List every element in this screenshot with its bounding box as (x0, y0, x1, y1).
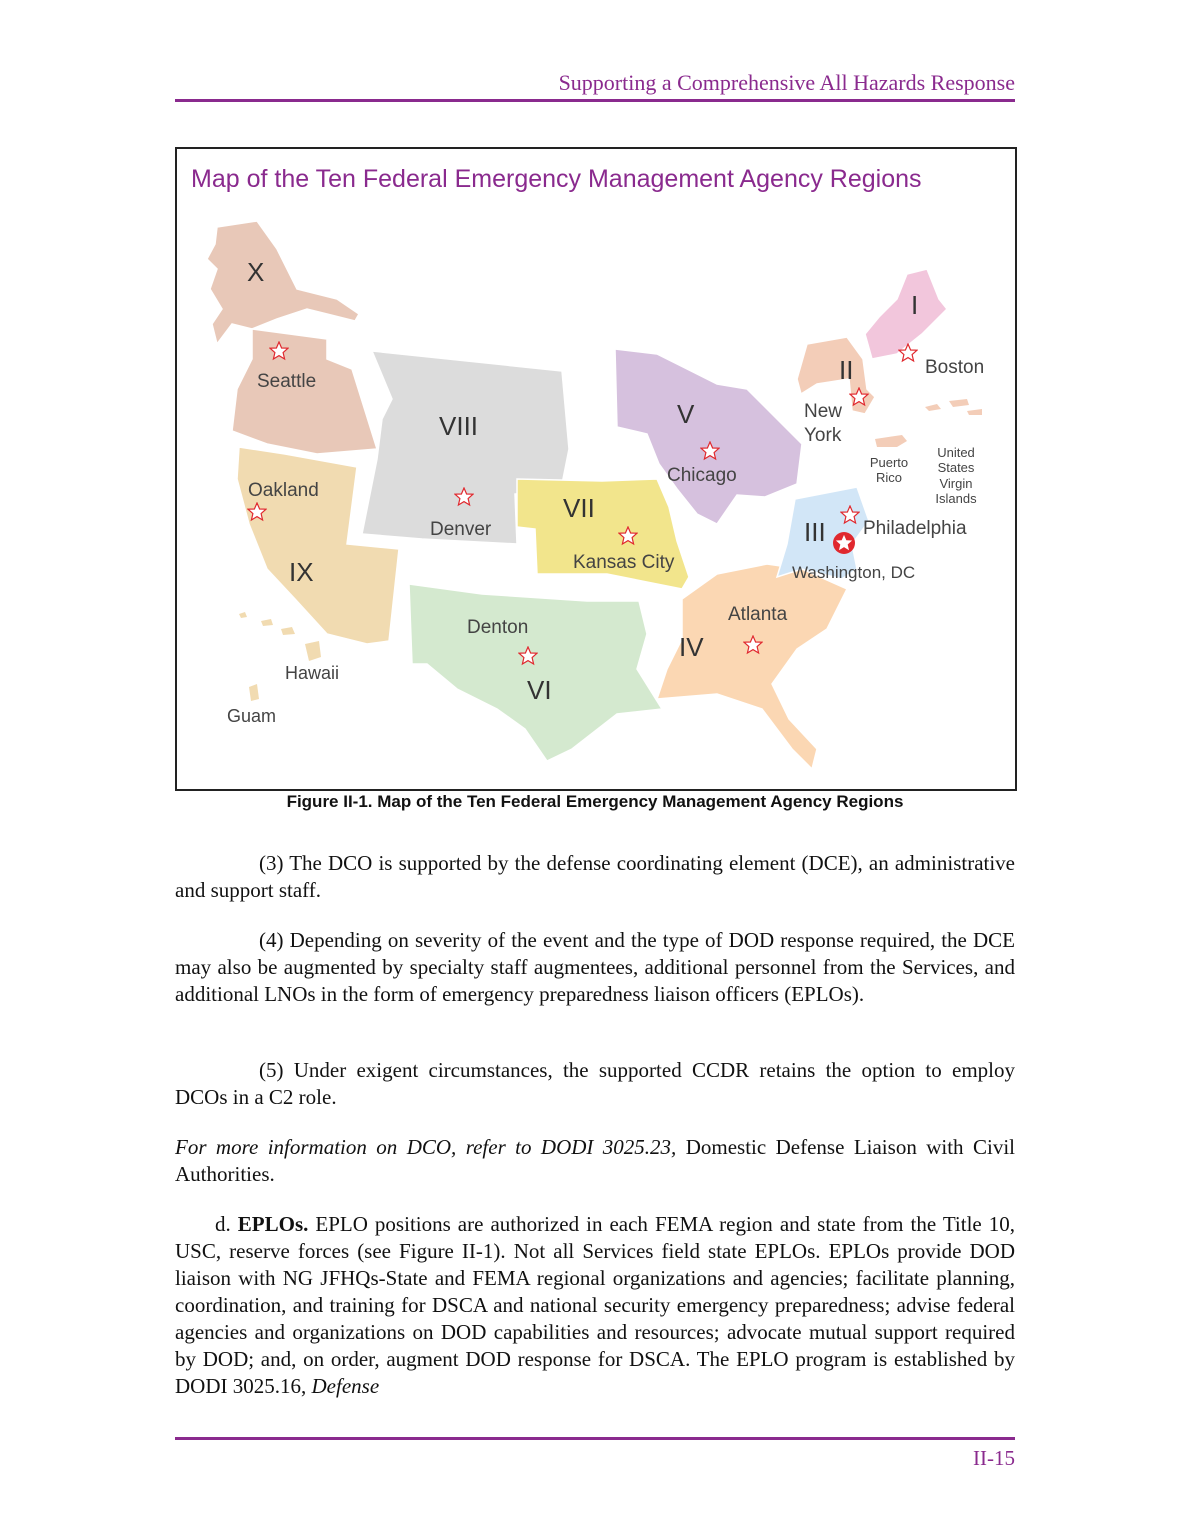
city-atlanta: Atlanta (728, 604, 788, 625)
city-denver: Denver (430, 519, 492, 540)
region-i (865, 269, 947, 359)
region-x-label: X (247, 257, 265, 287)
guam-shape (249, 684, 259, 701)
city-philadelphia: Philadelphia (863, 518, 967, 539)
city-chicago: Chicago (667, 465, 737, 486)
region-iv (657, 564, 847, 769)
paragraph-d-prefix: d. (215, 1212, 238, 1236)
header-rule (175, 99, 1015, 102)
region-i-label: I (911, 290, 919, 320)
city-washington: Washington, DC (792, 563, 916, 582)
region-iii-label: III (804, 517, 826, 547)
paragraph-d-text: EPLO positions are authorized in each FEMA region and state from the Title 10, USC, reserve forces (see Figure II-1). Not all Services field state EPLOs. EPLOs provide DOD liaison with NG JFHQs-State and FEMA regional organizations and agencies; facilitate planning, coordination, and training for DSCA and national security emergency preparedness; advise federal agencies and organizations on DOD capabilities and resources; advocate mutual support required by DOD; and, on order, augment DOD response for DSCA. The EPLO program is established by DODI 3025.16, (175, 1212, 1015, 1398)
city-oakland: Oakland (248, 480, 319, 501)
paragraph-4: (4) Depending on severity of the event and the type of DOD response required, the DCE may also be augmented by specialty staff augmentees, additional personnel from the Services, and additional LNOs in the form of emergency preparedness liaison officers (EPLOs). (175, 928, 1015, 1006)
footer-rule (175, 1437, 1015, 1440)
washington-capital-star-icon (833, 532, 855, 554)
city-boston: Boston (925, 357, 985, 378)
territory-hawaii: Hawaii (285, 663, 340, 683)
paragraph-5: (5) Under exigent circumstances, the supported CCDR retains the option to employ DCOs in a C2 role. (175, 1058, 1015, 1109)
region-vi (409, 584, 662, 761)
page-header-title: Supporting a Comprehensive All Hazards Response (558, 70, 1015, 95)
reference-note (175, 1134, 1015, 1188)
city-york: York (804, 425, 842, 446)
region-vii-label: VII (563, 493, 595, 523)
figure-frame (175, 147, 1017, 791)
figure-caption: Figure II-1. Map of the Ten Federal Emergency Management Agency Regions (286, 792, 904, 811)
region-ix-label: IX (289, 557, 314, 587)
region-viii-label: VIII (439, 411, 479, 441)
virgin-islands-shape (925, 399, 982, 415)
map-title: Map of the Ten Federal Emergency Management Agency Regions (191, 165, 922, 193)
paragraph-d-italic-end: Defense (311, 1374, 380, 1398)
region-v-label: V (677, 399, 695, 429)
territory-puerto: Puerto (869, 455, 909, 470)
puerto-rico-shape (875, 435, 907, 447)
fema-regions-map (177, 149, 1015, 789)
region-x-alaska (207, 221, 359, 344)
territory-states: States (937, 460, 975, 475)
city-new: New (804, 401, 843, 422)
hawaii-shape (239, 612, 321, 661)
territory-islands: Islands (935, 491, 977, 506)
city-denton: Denton (467, 617, 529, 638)
territory-united: United (937, 445, 975, 460)
city-seattle: Seattle (257, 371, 317, 392)
city-kansas-city: Kansas City (573, 552, 675, 573)
page-number: II-15 (973, 1446, 1015, 1470)
territory-virgin: Virgin (939, 476, 973, 491)
paragraph-d-heading: EPLOs. (237, 1212, 309, 1236)
paragraph-d (175, 1211, 1015, 1400)
region-iv-label: IV (679, 632, 704, 662)
region-ii-label: II (839, 355, 854, 385)
reference-note-italic: For more information on DCO, refer to DODI 3025.23, (175, 1135, 677, 1159)
territory-rico: Rico (875, 470, 903, 485)
territory-guam: Guam (227, 706, 277, 726)
region-vi-label: VI (527, 675, 552, 705)
paragraph-3: (3) The DCO is supported by the defense coordinating element (DCE), an administrative and support staff. (175, 851, 1015, 902)
reference-note-title: Domestic Defense Liaison with Civil Authorities. (175, 1135, 1015, 1186)
